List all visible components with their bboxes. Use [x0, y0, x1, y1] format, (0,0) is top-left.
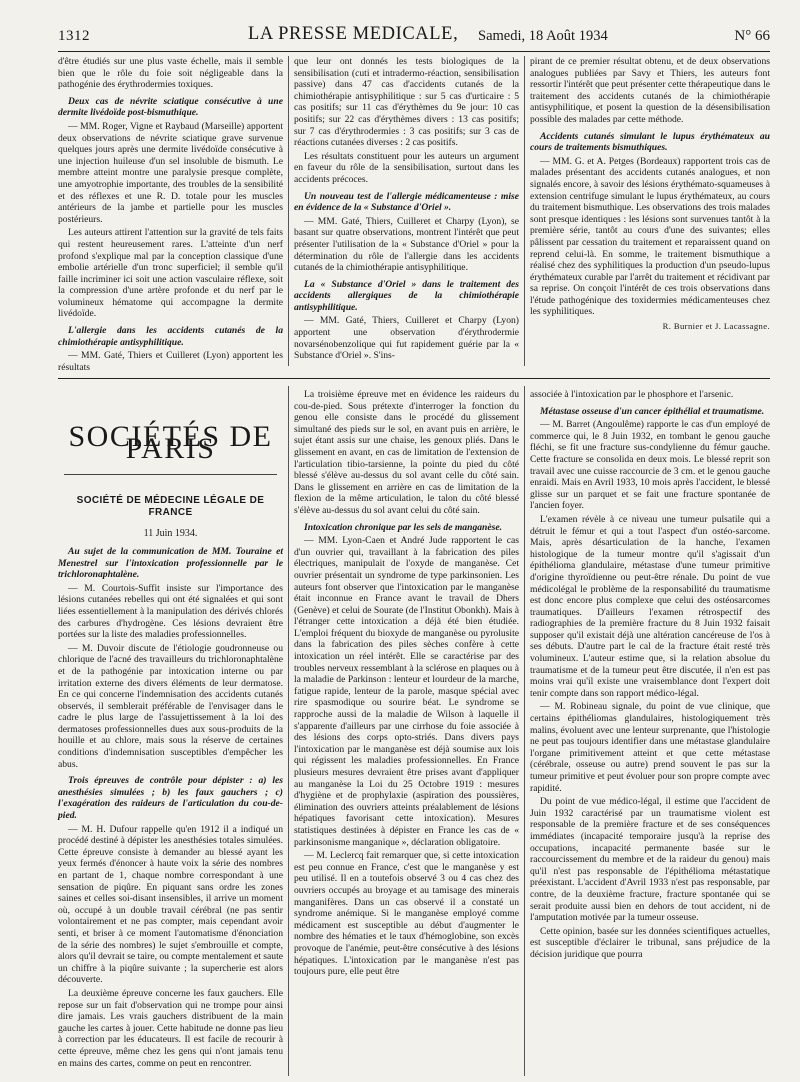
article-heading: Intoxication chronique par les sels de manganèse. — [304, 521, 503, 533]
issue-date: Samedi, 18 Août 1934 — [478, 28, 608, 44]
paragraph: Les auteurs attirent l'attention sur la gravité de tels faits qui restent heureusement rares. L'atteinte d'un nerf profond s'explique mal par la conception classique d'une embolie artérielle d'un tronc superficiel; il semble qu'il faille incriminer ici soit une action vasculaire réflexe, soit la compression d'une artère profonde et du nerf par le volumineux hématome qui accompagne la dermite livédoïde. — [58, 227, 283, 320]
section-title: SOCIÉTÉS DE PARIS — [68, 420, 273, 465]
paragraph: Du point de vue médico-légal, il estime que l'accident de Juin 1932 caractérisé par un traumatisme violent est responsable de la première fracture et de ses conséquences immédiates (incapacité temporaire jusqu'à la reprise des occupations, incapacité permanente basée sur le raccourcissement du membre et de la raideur du genou) mais qu'il n'est pas responsable de l'épithélioma métastatique préexistant. L'accident d'Avril 1933 n'est pas responsable, par contre, de la deuxième fracture, fracture spontanée qui se serait produite aussi bien en dehors de tout accident, ni de l'amputation motivée par la tumeur osseuse. — [530, 796, 770, 924]
authors-signature: R. Burnier et J. Lacassagne. — [662, 321, 770, 332]
bottom-column-1 — [58, 389, 283, 1071]
paragraph: — M. H. Dufour rappelle qu'en 1912 il a indiqué un procédé destiné à dépister les anesthésies totales simulées. Cette épreuve consiste à demander au blessé ayant les yeux fermés d'énoncer à haute voix la série des nombres en partant de 1, chaque nombre correspondant à une sensation de piqûre. En piquant sans ordre les zones saines et celles soi-disant insensibles, il arrive un moment où, occupé à un double travail cérébral (ne pas sentir volontairement et ne pas compter, mais cependant avoir senti, et briser à ce moment l'automatisme d'énonciation de la série des nombres) le sujet s'embrouille et compte, alors qu'il devrait se taire, ou compte mentalement et saute un chiffre à la piqûre suivante ; la supercherie est alors découverte. — [58, 823, 283, 986]
article-heading: Au sujet de la communication de MM. Touraine et Menestrel sur l'intoxication professionnelle par le trichloronaphtalène. — [58, 545, 283, 581]
paragraph: pirant de ce premier résultat obtenu, et de deux observations analogues publiées par Savy et Thiers, les auteurs font ressortir l'intérêt que peut présenter cette thérapeutique dans le traitement des accidents cutanés de la chimiothérapie antisyphilitique, et posent la question de la désensibilisation possible des malades par cette méthode. — [530, 56, 770, 125]
top-column-3 — [530, 56, 770, 333]
journal-title: LA PRESSE MEDICALE, — [248, 24, 459, 44]
paragraph: — M. Robineau signale, du point de vue clinique, que certains épithéliomas glandulaires, histologiquement très malins, évoluent avec une lenteur surprenante, que l'histologie ne peut pas toujours identifier dans une métastase glandulaire l'organe primitivement atteint et que cette métastase (cérébrale, osseuse ou autre) prend souvent le pas sur la tumeur primitive et peut évoluer pour son propre compte avec rapidité. — [530, 701, 770, 794]
paragraph: — MM. Gaté, Thiers et Cuilleret (Lyon) apportent les résultats — [58, 350, 283, 373]
column-divider — [288, 56, 289, 366]
paragraph: La deuxième épreuve concerne les faux gauchers. Elle repose sur un fait d'observation qui ne trompe pour ainsi dire jamais. Les vrais gauchers distribuent de la main gauche les cartes à jouer. Cette habitude ne donne pas lieu à correction par les éducateurs. Il est facile de recourir à cette épreuve, même chez les gens qui n'ont jamais tenu en mains des cartes, comme on peut en rencontrer. — [58, 987, 283, 1069]
paragraph: La troisième épreuve met en évidence les raideurs du cou-de-pied. Sous prétexte d'interroger la fonction du genou elle consiste dans le procédé du glissement simultané des pieds sur le sol, en avant puis en arrière, le sujet étant assis sur une chaise, les genoux pliés. Dans le glissement en avant, en cas de limitation de l'extension de l'articulation tibio-tarsienne, la pointe du pied du côté blessé s'élève au-dessus du sol avant celle du côté sain. Dans le glissement en arrière en cas de limitation de la flexion de la même articulation, le talon du côté blessé s'élève au-dessus du sol avant celui du côté sain. — [294, 389, 519, 516]
page-header — [58, 20, 770, 50]
newspaper-page — [58, 14, 770, 1074]
column-divider — [524, 386, 525, 1076]
article-heading: Trois épreuves de contrôle pour dépister : a) les anesthésies simulées ; b) les faux gauchers ; c) l'exagération des raideurs de l'articulation du cou-de-pied. — [58, 775, 283, 822]
top-column-2 — [294, 56, 519, 364]
paragraph: L'examen révèle à ce niveau une tumeur pulsatile qui a détruit le fémur et qui a tout l'aspect d'un ostéo-sarcome. Mais, après désarticulation de la hanche, l'examen histologique de la tumeur montre qu'il s'agissait d'un épithélioma glandulaire, métastase d'une tumeur primitive d'origine thyroïdienne ou peut-être rénale. Du point de vue médicolégal le problème de la responsabilité du traumatisme est donc encore plus complexe que celui des ostéosarcomes traumatiques. D'ailleurs l'examen rétrospectif des radiographies de la première fracture du 8 Juin 1932 faisait supposer qu'il existait déjà une altération cancéreuse de l'os à ses débuts. D'autre part le cal de la fracture était resté très volumineux. L'auteur estime que, si la relation absolue du traumatisme et de la tumeur peut être discutée, il n'en est pas moins vrai qu'il existe une vraisemblance dont l'expert doit tenir compte dans son rapport médico-légal. — [530, 513, 770, 699]
paragraph: — MM. G. et A. Petges (Bordeaux) rapportent trois cas de malades présentant des accidents cutanés analogues, et non signalés encore, à savoir des lésions érythémato-squameuses à extension centrifuge simulant le lupus érythémateux, au cours du traitement bismuthique. Les observations des trois malades sont presque identiques : les lésions sont survenues tantôt à la première série, tantôt au cours d'une des suivantes; elles pâlissent par cessation du traitement et reparaissent quand on reprend celui-là. En somme, le traitement bismuthique a réalisé chez des syphilitiques la production d'un pseudo-lupus érythémateux curable par l'arrêt du traitement et récidivant par sa reprise. On conçoit l'intérêt de ces trois observations dans l'étude pathogénique des toxidermies médicamenteuses chez les syphilitiques. — [530, 155, 770, 318]
paragraph: — M. Barret (Angoulême) rapporte le cas d'un employé de commerce qui, le 8 Juin 1932, en tombant le genou gauche fléchi, se fit une fracture sus-condylienne du fémur gauche. Cette fracture se consolida en deux mois. Le blessé reprit son travail avec une cuisse raccourcie de 3 cm. et le genou gauche enraidi. Mais en Avril 1933, 10 mois après l'accident, le blessé glisse sur un parquet et se fait une fracture spontanée de l'ancien foyer. — [530, 419, 770, 512]
paragraph: — MM. Gaté, Thiers, Cuilleret et Charpy (Lyon) apportent une observation d'érythrodermie novarsénobenzolique qui fut rapidement guérie par la « Substance d'Oriel ». S'ins- — [294, 315, 519, 362]
paragraph: — MM. Lyon-Caen et André Jude rapportent le cas d'un ouvrier qui, travaillant à la fabrication des piles électriques, manipulait de l'oxyde de manganèse. Cet ouvrier présentait un syndrome de type parkinsonien. Les auteurs font observer que l'intoxication par le manganèse était inconnue en France avant le travail de Dhers (Genève) et celui de Sourate (de l'Institut Obonkh). Mais à l'étranger cette intoxication a déjà été bien étudiée. L'emploi fréquent du bioxyde de manganèse ou pyrolusite dans la fabrication des piles sèches confère à cette intoxication un réel intérêt. Elle se caractérise par des troubles nerveux ressemblant à la sclérose en plaques ou à la maladie de Parkinson : lenteur et lourdeur de la marche, fatigue rapide, lenteur de la parole, masque spécial avec rire spasmodique ou sourire béat. Le syndrome se rapproche aussi de la maladie de Wilson à laquelle il s'apparente d'ailleurs par une cirrhose du foie associée à des lésions des corps opto-striés. Dans divers pays l'intoxication par le manganèse est déjà soumise aux lois qui régissent les maladies professionnelles. En France plusieurs mesures devraient être prises avant d'appliquer au manganèse la Loi du 25 Octobre 1919 : mesures d'hygiène et de prophylaxie (aspiration des poussières, élimination des ouvriers atteints préalablement de lésions hépatiques favorisant cette intoxication). Mesures statistiques destinées à dépister en France les cas de « parkinsonisme manganique », déclaration obligatoire. — [294, 535, 519, 848]
paragraph: Cette opinion, basée sur les données scientifiques actuelles, est susceptible d'éclairer le tribunal, sans préjudice de la décision juridique que pourra — [530, 925, 770, 960]
column-divider — [288, 386, 289, 1076]
article-heading: Deux cas de névrite sciatique consécutive à une dermite livédoïde post-bismuthique. — [58, 95, 283, 119]
paragraph: Les résultats constituent pour les auteurs un argument en faveur du rôle de la sensibilisation, surtout dans les accidents précoces. — [294, 150, 519, 185]
section-separator — [58, 378, 770, 379]
paragraph: d'être étudiés sur une plus vaste échelle, mais il semble bien que le rôle du foie soit négligeable dans la pathogénie des érythrodermies toxiques. — [58, 56, 283, 91]
bottom-column-2 — [294, 389, 519, 980]
paragraph: — MM. Roger, Vigne et Raybaud (Marseille) apportent deux observations de névrite sciatique grave survenue quelques jours après une dermite livédoïde consécutive à une injection huileuse d'un sel insoluble de bismuth. Le membre atteint montre une paralysie presque complète, une amyotrophie importante, des troubles de la sensibilité et des réflexes et une R. D. totale pour les muscles antérieurs de la jambe et partielle pour les muscles postérieurs. — [58, 120, 283, 225]
paragraph: — MM. Gaté, Thiers, Cuilleret et Charpy (Lyon), se basant sur quatre observations, montrent l'intérêt que peut présenter l'utilisation de la « Substance d'Oriel » pour la détermination du rôle de l'allergie dans les accidents cutanés de la chimiothérapie antisyphilitique. — [294, 215, 519, 274]
paragraph: — M. Courtois-Suffit insiste sur l'importance des lésions cutanées rebelles qui ont été signalées et qui sont liées essentiellement à la manipulation des dérivés chlorés des carbures d'hydrogène. Ces lésions devraient être portées sur la liste des maladies professionnelles. — [58, 582, 283, 641]
paragraph: associée à l'intoxication par le phosphore et l'arsenic. — [530, 389, 734, 400]
paragraph: que leur ont donnés les tests biologiques de la sensibilisation (cuti et intradermo-réaction, sensibilisation passive) dans 47 cas d'accidents cutanés de la chimiothérapie antisyphilitique : sur 5 cas d'urticaire : 5 cas positifs; sur 11 cas d'érythèmes du 9e jour: 10 cas positifs; sur 22 cas d'érythèmes divers : 13 cas positifs; sur 7 cas d'érythrodermies : 3 cas positifs; sur 3 cas de réactions cutanées diverses : 2 cas positifs. — [294, 56, 519, 149]
issue-number: N° 66 — [734, 28, 770, 44]
page-number: 1312 — [58, 28, 90, 44]
article-heading: La « Substance d'Oriel » dans le traitement des accidents allergiques de la chimiothérapie antisyphilitique. — [294, 278, 519, 313]
meeting-date: 11 Juin 1934. — [143, 528, 198, 540]
article-heading: Métastase osseuse d'un cancer épithélial et traumatisme. — [540, 405, 765, 417]
article-heading: Un nouveau test de l'allergie médicamenteuse : mise en évidence de la « Substance d'Oriel ». — [294, 190, 519, 214]
society-name: SOCIÉTÉ DE MÉDECINE LÉGALE DE FRANCE — [76, 495, 265, 518]
paragraph: — M. Duvoir discute de l'étiologie goudronneuse ou chlorique de l'acné des travailleurs du trichloronaphtalène et de la pathogénie par intoxication interne ou par irritation externe des divers éléments de leur dermatose. En ce qui concerne l'indemnisation des accidents cutanés observés, il semblerait préférable de l'envisager dans le cadre le plus large de l'assujettissement à la loi des dermatoses professionnelles dues aux sous-produits de la houille et au chlore, mais sous la réserve de certaines conditions d'indemnisation susceptibles d'empêcher les abus. — [58, 642, 283, 770]
top-column-1 — [58, 56, 283, 375]
column-divider — [524, 56, 525, 366]
header-rule — [58, 51, 770, 52]
paragraph: — M. Leclercq fait remarquer que, si cette intoxication est peu connue en France, c'est que le manganèse y est peu utilisé. Il en a toutefois observé 3 ou 4 cas chez des ouvriers occupés au broyage et au tamisage des minerais manganifères. Dans un cas observé il a constaté un syndrome anémique. Si le manganèse employé comme médicament est susceptible au début d'augmenter le nombre des hématies et le taux d'hémoglobine, son excès provoque de l'anémie, peut-être consécutive à des lésions hépatiques. L'intoxication par le manganèse n'est pas toujours pure, elle peut être — [294, 850, 519, 978]
bottom-column-3 — [530, 389, 770, 963]
article-heading: Accidents cutanés simulant le lupus érythémateux au cours de traitements bismuthiques. — [530, 130, 770, 154]
title-rule — [64, 474, 277, 475]
article-heading: L'allergie dans les accidents cutanés de la chimiothérapie antisyphilitique. — [58, 325, 283, 348]
